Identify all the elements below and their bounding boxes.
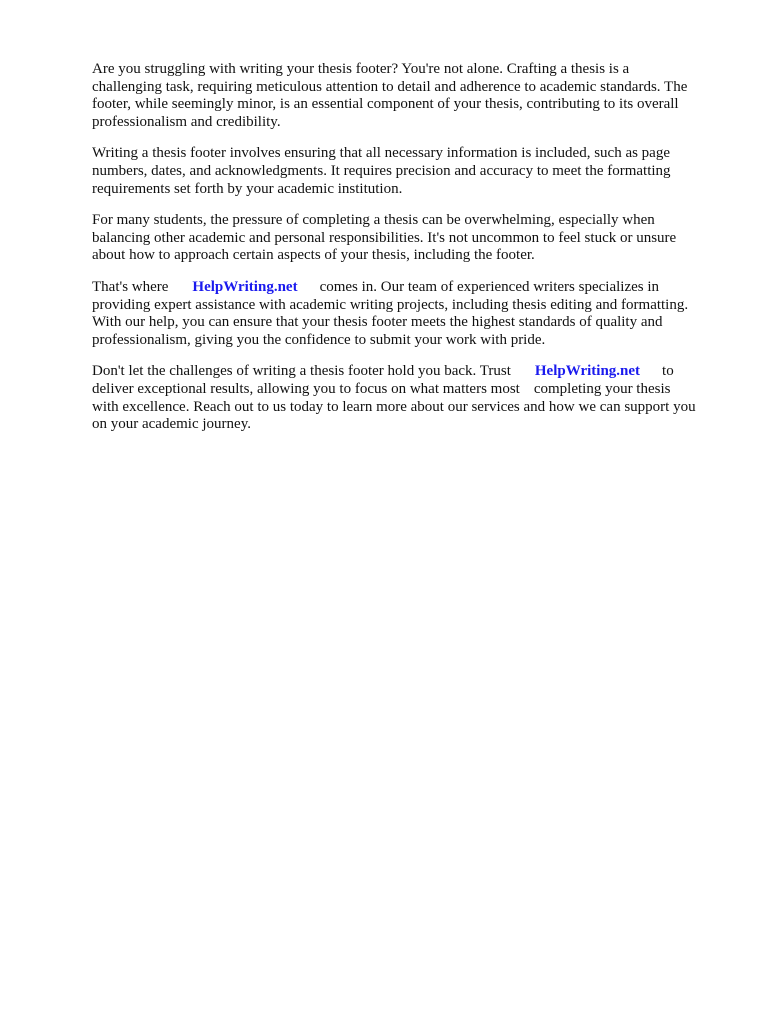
text-line: professionalism and credibility. xyxy=(92,113,281,130)
paragraph-pressure xyxy=(92,212,720,265)
text-fragment: comes in. Our team of experienced writers specializes in xyxy=(319,278,660,295)
text-line: balancing other academic and personal responsibilities. It's not uncommon to feel stuck or unsure xyxy=(92,229,677,246)
text-fragment: to xyxy=(662,363,674,380)
text-line: Writing a thesis footer involves ensuring that all necessary information is included, such as page xyxy=(92,145,670,162)
text-line xyxy=(92,363,720,381)
text-line: requirements set forth by your academic institution. xyxy=(92,180,403,197)
text-line xyxy=(92,381,720,399)
text-fragment: Don't let the challenges of writing a thesis footer hold you back. Trust xyxy=(92,363,511,380)
text-line: With our help, you can ensure that your thesis footer meets the highest standards of quality and xyxy=(92,314,663,331)
text-line: challenging task, requiring meticulous attention to detail and adherence to academic standards. The xyxy=(92,78,688,95)
text-fragment: deliver exceptional results, allowing you to focus on what matters most xyxy=(92,380,520,397)
text-line: Are you struggling with writing your thesis footer? You're not alone. Crafting a thesis is a xyxy=(92,61,630,77)
text-line: numbers, dates, and acknowledgments. It requires precision and accuracy to meet the formatting xyxy=(92,162,671,179)
paragraph-service xyxy=(92,279,720,349)
paragraph-call-to-action xyxy=(92,363,720,433)
helpwriting-link[interactable]: HelpWriting.net xyxy=(192,278,298,295)
text-line: footer, while seemingly minor, is an essential component of your thesis, contributing to its overall xyxy=(92,96,679,113)
text-fragment: That's where xyxy=(92,278,169,295)
helpwriting-link[interactable]: HelpWriting.net xyxy=(534,363,641,380)
paragraph-requirements xyxy=(92,145,720,198)
text-line: professionalism, giving you the confidence to submit your work with pride. xyxy=(92,331,546,348)
text-fragment: completing your thesis xyxy=(533,380,671,397)
text-line: providing expert assistance with academic writing projects, including thesis editing and formatting. xyxy=(92,296,689,313)
text-line: on your academic journey. xyxy=(92,416,251,433)
text-line: For many students, the pressure of completing a thesis can be overwhelming, especially when xyxy=(92,212,655,229)
text-line: with excellence. Reach out to us today to learn more about our services and how we can support you xyxy=(92,398,696,415)
text-line: about how to approach certain aspects of your thesis, including the footer. xyxy=(92,247,535,264)
document-page xyxy=(92,61,720,448)
text-line xyxy=(92,279,720,297)
paragraph-intro xyxy=(92,61,720,131)
